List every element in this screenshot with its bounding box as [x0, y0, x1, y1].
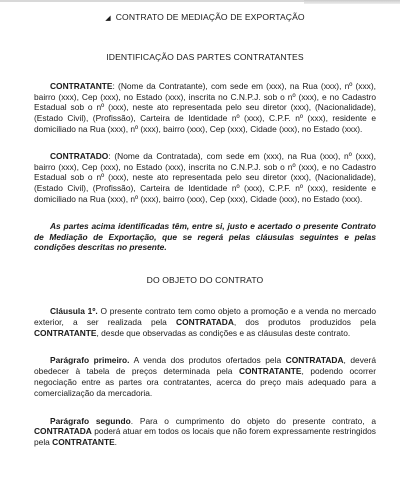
paragraph-first-label: Parágrafo primeiro.	[50, 355, 130, 366]
contratante-label: CONTRATANTE	[50, 80, 113, 91]
paragraph-first-text-3: , podendo ocorrer negociação entre as partes ora contratantes, acerca do preço mais adequado para a comercialização da mercadoria.	[34, 366, 376, 398]
triangle-marker-icon: ◢	[105, 14, 111, 22]
clause-1-bold-1: CONTRATADA	[176, 316, 234, 327]
contratado-label: CONTRATADO	[50, 150, 109, 161]
paragraph-first-text-2: , deverá obedecer à tabela de preços determinada pela	[34, 355, 376, 377]
paragraph-second-label: Parágrafo segundo	[50, 415, 131, 426]
contract-document	[34, 0, 376, 448]
paragraph-second	[34, 416, 376, 448]
clause-1-paragraph	[34, 306, 376, 338]
paragraph-second-text-1: . Para o cumprimento do objeto do presente contrato, a	[130, 415, 376, 426]
contratado-paragraph	[34, 151, 376, 205]
document-title: CONTRATO DE MEDIAÇÃO DE EXPORTAÇÃO	[115, 12, 305, 22]
clause-1-label: Cláusula 1º.	[50, 305, 98, 316]
clause-1-text-1: O presente contrato tem como objeto a promoção e a venda no mercado exterior, a ser realizada pela	[34, 305, 376, 327]
clause-1-text-3: , desde que observadas as condições e as cláusulas deste contrato.	[96, 327, 351, 338]
paragraph-second-text-3: .	[114, 437, 117, 448]
clause-1-text-2: , dos produtos produzidos pela	[233, 316, 376, 327]
contratante-paragraph	[34, 81, 376, 135]
paragraph-first-bold-2: CONTRATANTE	[238, 366, 302, 377]
contratado-text: : (Nome da Contratada), com sede em (xxx), na Rua (xxx), nº (xxx), bairro (xxx), Cep (xxx), no Estado (xxx), inscrita no C.N.P.J. sob o nº (xxx), e no Cadastro Estadual sob o nº (xxx), neste ato representada pelo seu diretor (xxx), (Nacionalidade), (Estado Civil), (Profissão), Carteira de Identidade nº (xxx), C.P.F. nº (xxx), residente e domiciliado na Rua (xxx), nº (xxx), bairro (xxx), Cep (xxx), Cidade (xxx), no Estado (xxx).	[34, 150, 376, 204]
paragraph-second-text-2: poderá atuar em todos os locais que não forem expressamente restringidos pela	[34, 426, 376, 448]
paragraph-first	[34, 355, 376, 398]
clause-1-bold-2: CONTRATANTE	[34, 327, 97, 338]
section-title-object: DO OBJETO DO CONTRATO	[146, 275, 264, 286]
paragraph-second-bold-1: CONTRATADA	[34, 426, 92, 437]
document-header	[34, 12, 376, 24]
preamble-paragraph: As partes acima identificadas têm, entre si, justo e acertado o presente Contrato de Mediação de Exportação, que se regerá pelas cláusulas seguintes e pelas condições descritas no presente.	[34, 220, 376, 253]
paragraph-first-text-1: A venda dos produtos ofertados pela	[129, 355, 286, 366]
paragraph-second-bold-2: CONTRATANTE	[52, 437, 115, 448]
section-title-parties: IDENTIFICAÇÃO DAS PARTES CONTRATANTES	[106, 52, 304, 62]
paragraph-first-bold-1: CONTRATADA	[285, 355, 344, 366]
contratante-text: : (Nome da Contratante), com sede em (xxx), na Rua (xxx), nº (xxx), bairro (xxx), Cep (xxx), no Estado (xxx), inscrita no C.N.P.J. sob o nº (xxx), e no Cadastro Estadual sob o nº (xxx), neste ato representada pelo seu diretor (xxx), (Nacionalidade), (Estado Civil), (Profissão), Carteira de Identidade nº (xxx), C.P.F. nº (xxx), residente e domiciliado na Rua (xxx), nº (xxx), bairro (xxx), Cep (xxx), Cidade (xxx), no Estado (xxx).	[34, 80, 376, 134]
